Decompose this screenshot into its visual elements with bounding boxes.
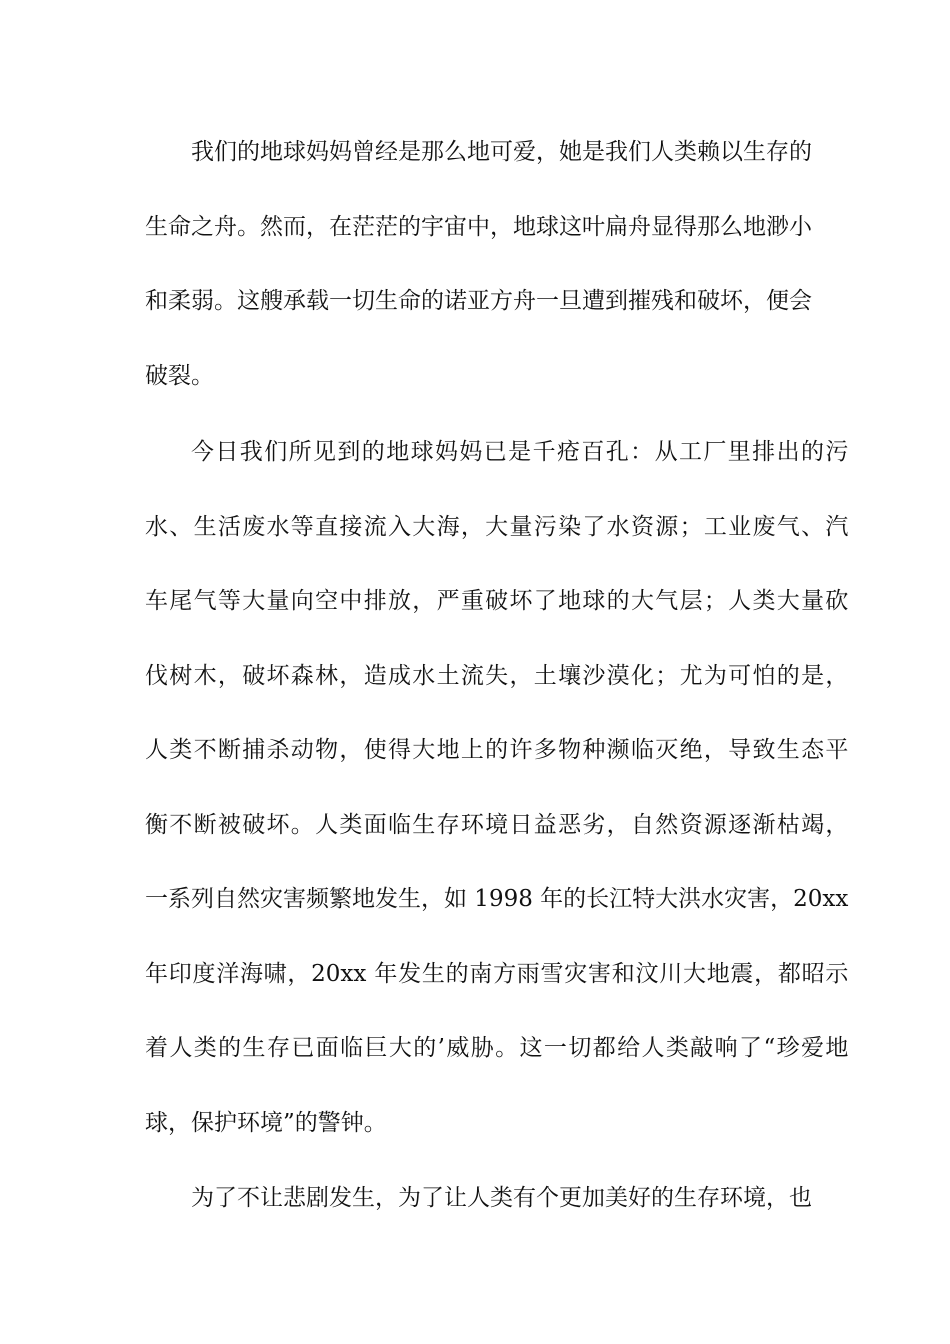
text-line: 和柔弱。这艘承载一切生命的诺亚方舟一旦遭到摧残和破坏，便会 [145, 288, 812, 314]
text-line: 今日我们所见到的地球妈妈已是千疮百孔：从工厂里排出的污 [191, 439, 849, 465]
text-line: 破裂。 [145, 362, 214, 389]
text-line: 水、生活废水等直接流入大海，大量污染了水资源；工业废气、汽 [145, 513, 849, 540]
text-line: 着人类的生存已面临巨大的’威胁。这一切都给人类敲响了“珍爱地 [145, 1035, 849, 1061]
text-line: 年印度洋海啸，20xx 年发生的南方雨雪灾害和汶川大地震，都昭示 [145, 960, 849, 987]
paragraph-2 [145, 426, 848, 1171]
text-line: 人类不断捕杀动物，使得大地上的许多物种濒临灭绝，导致生态平 [145, 737, 849, 763]
paragraph-3 [145, 1172, 812, 1247]
paragraph-1 [145, 126, 812, 424]
text-line: 车尾气等大量向空中排放，严重破坏了地球的大气层；人类大量砍 [145, 588, 849, 614]
text-line: 球，保护环境”的警钟。 [145, 1109, 387, 1136]
text-line: 为了不让悲剧发生，为了让人类有个更加美好的生存环境，也 [191, 1185, 812, 1211]
text-line: 一系列自然灾害频繁地发生，如 1998 年的长江特大洪水灾害，20xx [145, 886, 849, 912]
text-line: 生命之舟。然而，在茫茫的宇宙中，地球这叶扁舟显得那么地渺小 [145, 213, 812, 240]
text-line: 伐树木，破坏森林，造成水土流失，土壤沙漠化；尤为可怕的是， [145, 662, 849, 689]
text-line: 衡不断被破坏。人类面临生存环境日益恶劣，自然资源逐渐枯竭， [145, 811, 849, 838]
text-line: 我们的地球妈妈曾经是那么地可爱，她是我们人类赖以生存的 [191, 139, 812, 165]
